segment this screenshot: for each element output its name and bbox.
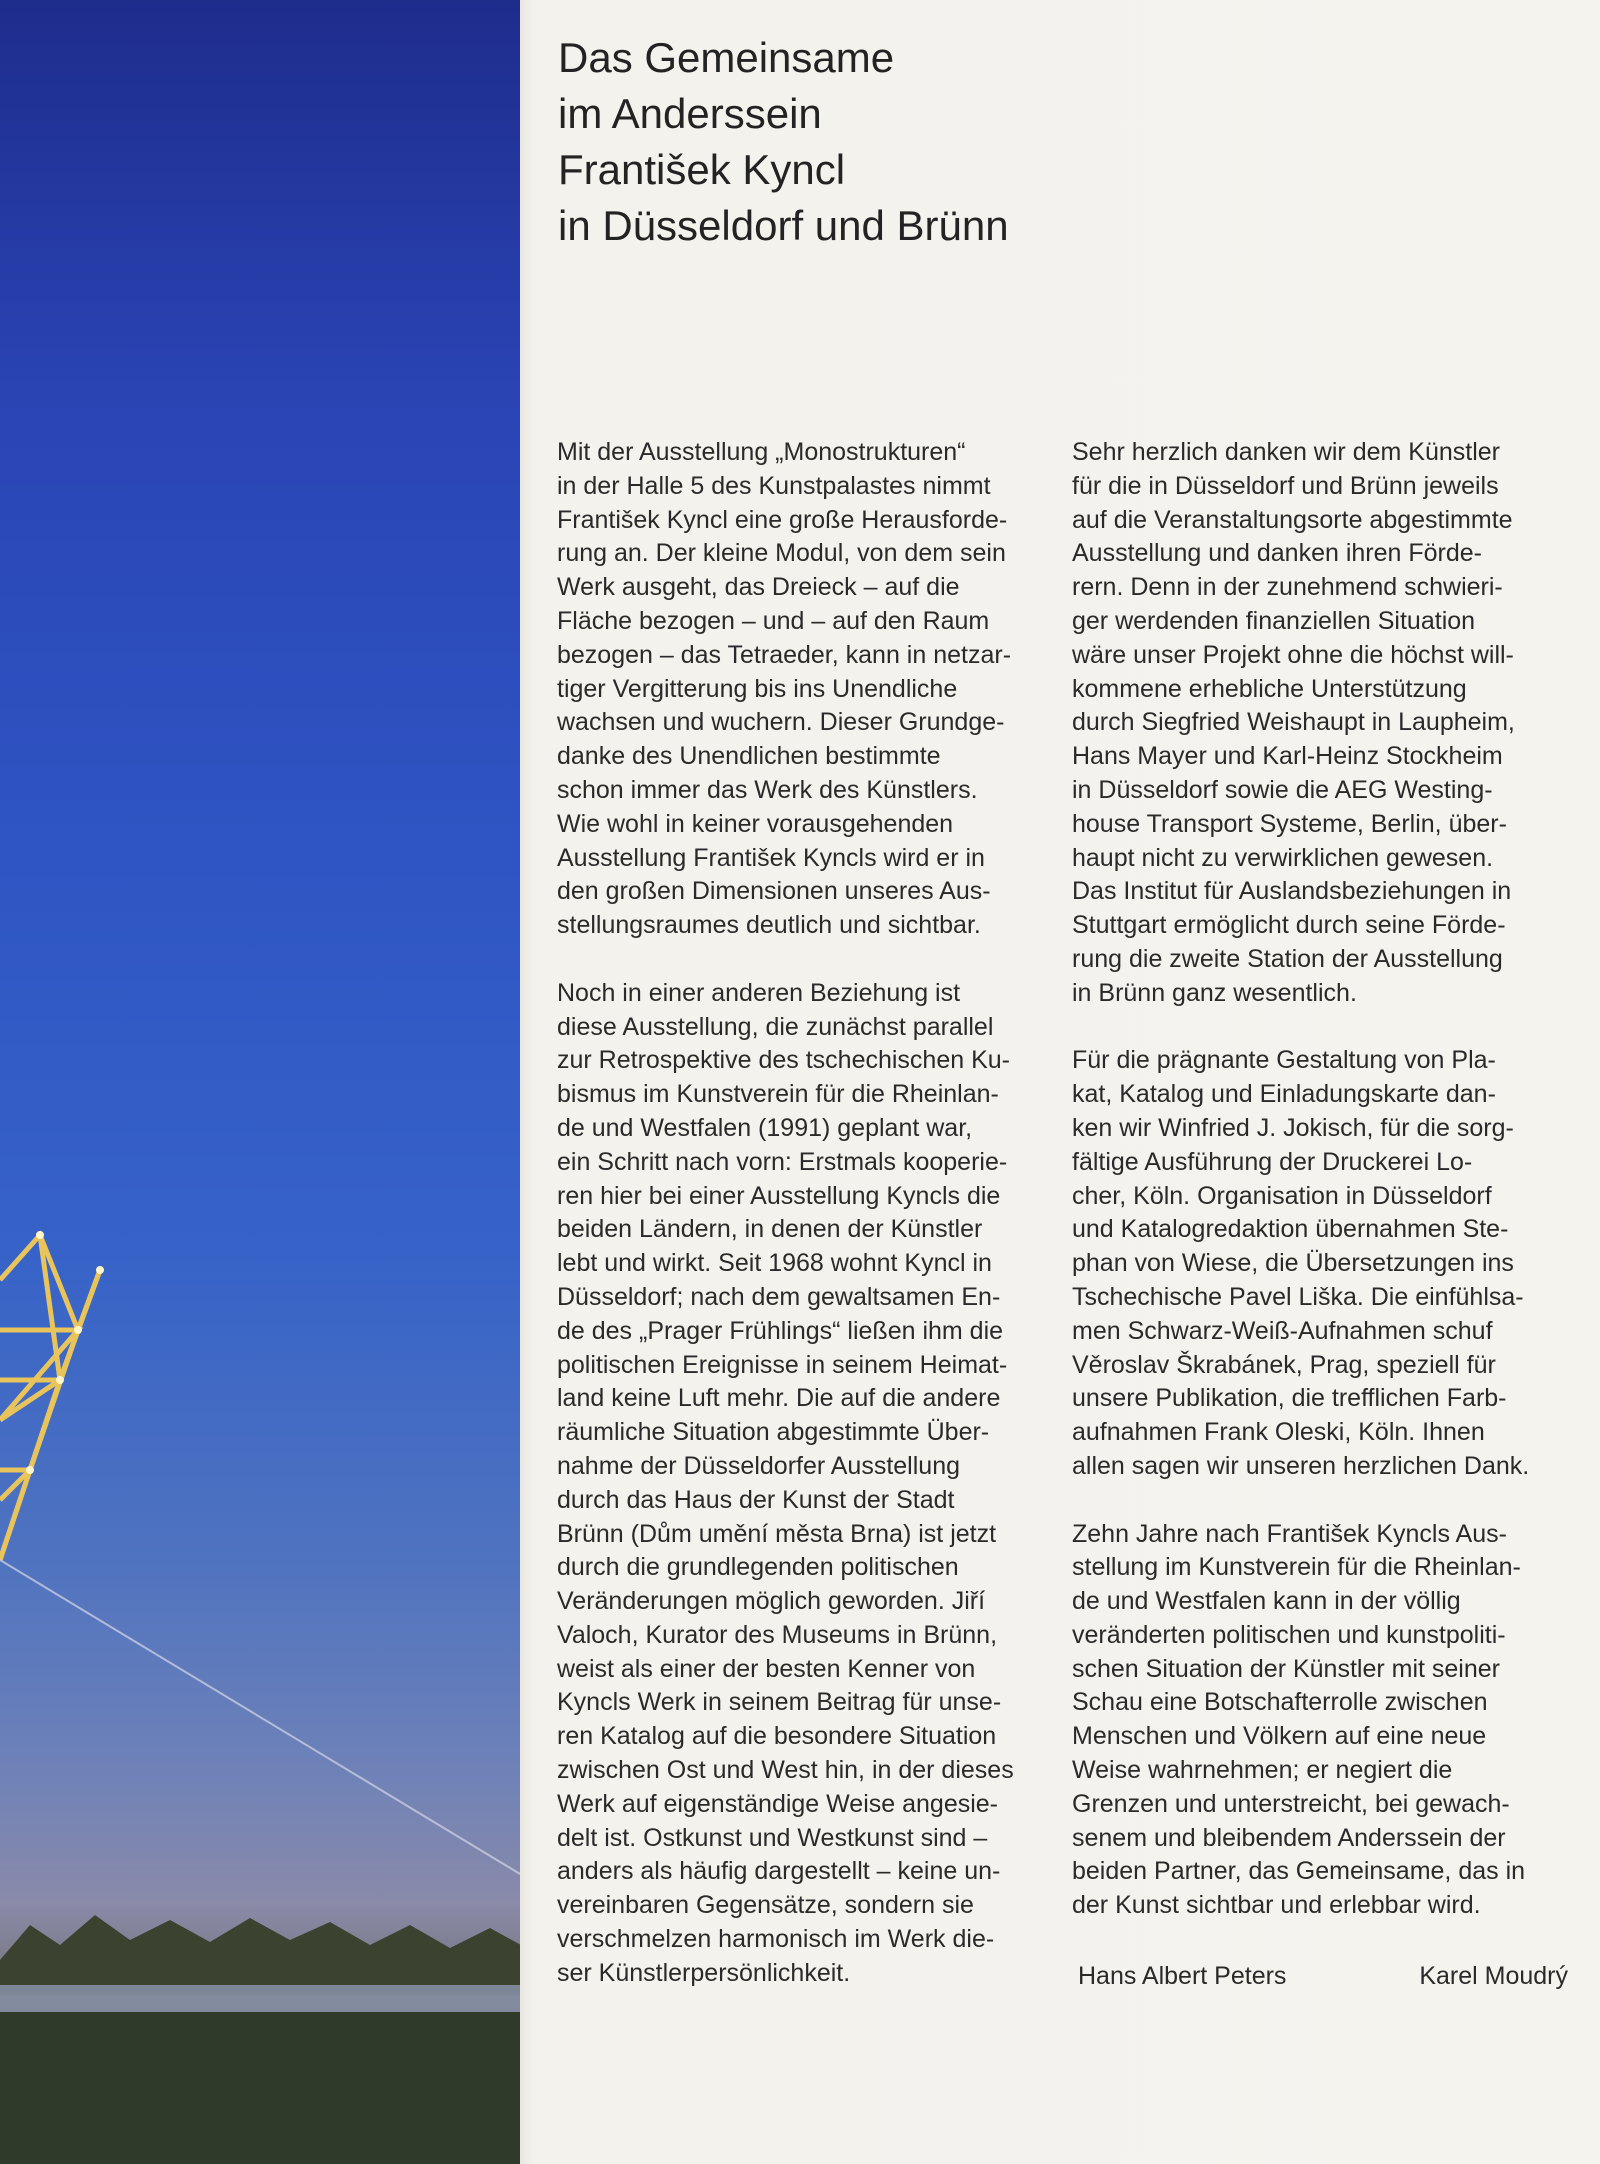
text-line: delt ist. Ostkunst und Westkunst sind –	[557, 1823, 988, 1852]
text-line: Hans Mayer und Karl-Heinz Stockheim	[1072, 742, 1503, 771]
photo-illustration	[0, 0, 530, 2164]
text-line: allen sagen wir unseren herzlichen Dank.	[1072, 1451, 1530, 1480]
text-line: tiger Vergitterung bis ins Unendliche	[557, 674, 958, 703]
text-line: diese Ausstellung, die zunächst parallel	[557, 1012, 994, 1041]
text-line: Valoch, Kurator des Museums in Brünn,	[557, 1620, 998, 1649]
sculpture-photo	[0, 0, 530, 2164]
text-line: ken wir Winfried J. Jokisch, für die sorg-	[1072, 1113, 1514, 1142]
river	[0, 1985, 530, 2015]
title-line: in Düsseldorf und Brünn	[558, 202, 1009, 249]
text-line: ren hier bei einer Ausstellung Kyncls die	[557, 1181, 1001, 1210]
text-line: danke des Unendlichen bestimmte	[557, 742, 941, 771]
paragraph	[557, 436, 1052, 943]
text-line: Ausstellung und danken ihren Förde-	[1072, 539, 1482, 568]
text-line: haupt nicht zu verwirklichen gewesen.	[1072, 843, 1494, 872]
text-line: wäre unser Projekt ohne die höchst will-	[1072, 640, 1514, 669]
lattice-joints	[26, 1231, 104, 1474]
text-line: ser Künstlerpersönlichkeit.	[557, 1958, 851, 1987]
text-line: phan von Wiese, die Übersetzungen ins	[1072, 1249, 1514, 1278]
text-line: Stuttgart ermöglicht durch seine Förde-	[1072, 911, 1506, 940]
text-line: Für die prägnante Gestaltung von Pla-	[1072, 1046, 1496, 1075]
text-line: Ausstellung František Kyncls wird er in	[557, 843, 985, 872]
left-text-column	[557, 436, 1052, 2024]
signature-hans-albert-peters: Hans Albert Peters	[1078, 1962, 1287, 1990]
right-text-column	[1072, 436, 1567, 1957]
text-line: vereinbaren Gegensätze, sondern sie	[557, 1891, 974, 1920]
text-line: in Brünn ganz wesentlich.	[1072, 978, 1357, 1007]
text-line: den großen Dimensionen unseres Aus-	[557, 877, 991, 906]
text-line: cher, Köln. Organisation in Düsseldorf	[1072, 1181, 1492, 1210]
text-line: bezogen – das Tetraeder, kann in netzar-	[557, 640, 1012, 669]
text-line: Sehr herzlich danken wir dem Künstler	[1072, 438, 1500, 466]
text-line: Das Institut für Auslandsbeziehungen in	[1072, 877, 1512, 906]
text-line: der Kunst sichtbar und erlebbar wird.	[1072, 1891, 1481, 1920]
text-line: aufnahmen Frank Oleski, Köln. Ihnen	[1072, 1418, 1485, 1447]
tension-cable	[0, 1560, 530, 1880]
text-line: ger werdenden finanziellen Situation	[1072, 606, 1476, 635]
text-line: Tschechische Pavel Liška. Die einfühlsa-	[1072, 1282, 1524, 1311]
text-line: schen Situation der Künstler mit seiner	[1072, 1654, 1500, 1683]
text-line: durch die grundlegenden politischen	[557, 1553, 959, 1582]
text-line: men Schwarz-Weiß-Aufnahmen schuf	[1072, 1316, 1493, 1345]
text-line: schon immer das Werk des Künstlers.	[557, 775, 978, 804]
text-line: in Düsseldorf sowie die AEG Westing-	[1072, 775, 1493, 804]
text-line: Wie wohl in keiner vorausgehenden	[557, 809, 954, 838]
text-line: Schau eine Botschafterrolle zwischen	[1072, 1688, 1488, 1717]
text-line: politischen Ereignisse in seinem Heimat-	[557, 1350, 1008, 1379]
text-line: Mit der Ausstellung „Monostrukturen“	[557, 438, 966, 466]
text-line: Zehn Jahre nach František Kyncls Aus-	[1072, 1519, 1507, 1548]
text-line: kat, Katalog und Einladungskarte dan-	[1072, 1080, 1496, 1109]
text-line: Grenzen und unterstreicht, bei gewach-	[1072, 1789, 1510, 1818]
text-line: Düsseldorf; nach dem gewaltsamen En-	[557, 1282, 1001, 1311]
text-line: ren Katalog auf die besondere Situation	[557, 1722, 997, 1751]
text-line: für die in Düsseldorf und Brünn jeweils	[1072, 471, 1499, 500]
text-line: beiden Partner, das Gemeinsame, das in	[1072, 1857, 1526, 1886]
text-line: land keine Luft mehr. Die auf die andere	[557, 1384, 1001, 1413]
text-line: beiden Ländern, in denen der Künstler	[557, 1215, 983, 1244]
text-line: durch Siegfried Weishaupt in Laupheim,	[1072, 708, 1515, 737]
grass-foreground	[0, 2012, 530, 2164]
text-line: Noch in einer anderen Beziehung ist	[557, 978, 961, 1007]
text-line: Weise wahrnehmen; er negiert die	[1072, 1756, 1453, 1785]
text-line: Werk ausgeht, das Dreieck – auf die	[557, 573, 960, 602]
text-line: durch das Haus der Kunst der Stadt	[557, 1485, 955, 1514]
text-line: veränderten politischen und kunstpoliti-	[1072, 1620, 1506, 1649]
text-line: wachsen und wuchern. Dieser Grundge-	[557, 708, 1005, 737]
text-line: weist als einer der besten Kenner von	[557, 1654, 976, 1683]
text-line: rung die zweite Station der Ausstellung	[1072, 944, 1503, 973]
text-line: räumliche Situation abgestimmte Über-	[557, 1418, 990, 1447]
paragraph	[1072, 436, 1567, 1011]
title-line: František Kyncl	[558, 146, 846, 193]
text-line: de und Westfalen kann in der völlig	[1072, 1587, 1461, 1616]
text-line: unsere Publikation, die trefflichen Farb-	[1072, 1384, 1507, 1413]
text-line: bismus im Kunstverein für die Rheinlan-	[557, 1080, 999, 1109]
text-line: nahme der Düsseldorfer Ausstellung	[557, 1451, 961, 1480]
text-line: ein Schritt nach vorn: Erstmals kooperie-	[557, 1147, 1008, 1176]
paragraph	[1072, 1044, 1567, 1483]
text-line: Kyncls Werk in seinem Beitrag für unse-	[557, 1688, 1002, 1717]
text-line: zur Retrospektive des tschechischen Ku-	[557, 1046, 1010, 1075]
title-line: im Anderssein	[558, 90, 822, 137]
tree-line	[0, 1915, 530, 1995]
text-line: Menschen und Völkern auf eine neue	[1072, 1722, 1487, 1751]
text-line: Fläche bezogen – und – auf den Raum	[557, 606, 990, 635]
text-line: stellung im Kunstverein für die Rheinlan-	[1072, 1553, 1521, 1582]
title-line: Das Gemeinsame	[558, 34, 895, 81]
text-line: rern. Denn in der zunehmend schwieri-	[1072, 573, 1503, 602]
text-line: in der Halle 5 des Kunstpalastes nimmt	[557, 471, 991, 500]
text-line: lebt und wirkt. Seit 1968 wohnt Kyncl in	[557, 1249, 992, 1278]
text-line: Veränderungen möglich geworden. Jiří	[557, 1587, 986, 1616]
text-line: Werk auf eigenständige Weise angesie-	[557, 1789, 999, 1818]
text-line: zwischen Ost und West hin, in der dieses	[557, 1756, 1014, 1785]
text-line: fältige Ausführung der Druckerei Lo-	[1072, 1147, 1473, 1176]
text-line: Věroslav Škrabánek, Prag, speziell für	[1072, 1350, 1496, 1379]
text-line: rung an. Der kleine Modul, von dem sein	[557, 539, 1006, 568]
text-line: de und Westfalen (1991) geplant war,	[557, 1113, 973, 1142]
tetrahedron-lattice	[0, 1235, 100, 1560]
paragraph	[1072, 1518, 1567, 1924]
text-line: senem und bleibendem Anderssein der	[1072, 1823, 1506, 1852]
text-line: und Katalogredaktion übernahmen Ste-	[1072, 1215, 1509, 1244]
text-line: house Transport Systeme, Berlin, über-	[1072, 809, 1507, 838]
text-line: stellungsraumes deutlich und sichtbar.	[557, 911, 981, 940]
paragraph	[557, 977, 1052, 1991]
text-line: anders als häufig dargestellt – keine un-	[557, 1857, 1001, 1886]
text-line: František Kyncl eine große Herausforde-	[557, 505, 1008, 534]
text-line: kommene erhebliche Unterstützung	[1072, 674, 1467, 703]
signature-karel-moudry: Karel Moudrý	[1419, 1962, 1568, 1990]
text-line: verschmelzen harmonisch im Werk die-	[557, 1925, 995, 1954]
text-line: de des „Prager Frühlings“ ließen ihm die	[557, 1316, 1004, 1345]
text-line: auf die Veranstaltungsorte abgestimmte	[1072, 505, 1513, 534]
text-line: Brünn (Dům umění města Brna) ist jetzt	[557, 1519, 997, 1548]
page-title	[558, 30, 1009, 254]
